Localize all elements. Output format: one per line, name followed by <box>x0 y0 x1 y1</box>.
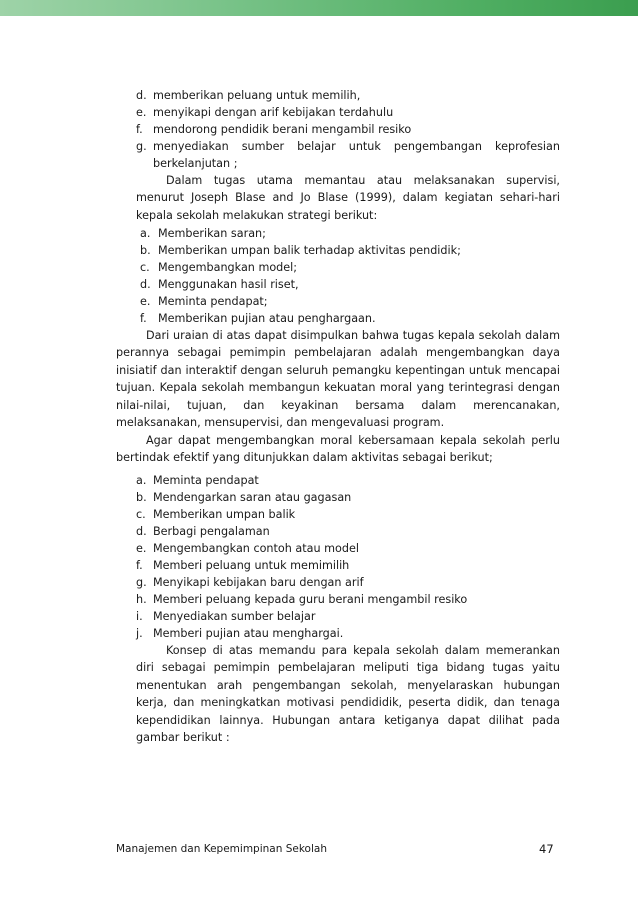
list-marker: h. <box>136 593 147 606</box>
list-text: Meminta pendapat <box>153 474 259 487</box>
list-text: Memberi peluang untuk memimilih <box>153 559 350 572</box>
list-marker: d. <box>136 89 147 102</box>
list-text: Mendengarkan saran atau gagasan <box>153 491 352 504</box>
list-text: menyikapi dengan arif kebijakan terdahulu <box>153 106 394 119</box>
list-marker: c. <box>140 261 150 274</box>
list-text: Menyediakan sumber belajar <box>153 610 316 623</box>
paragraph-moral: Agar dapat mengembangkan moral kebersamaan kepala sekolah perlu bertindak efektif yang ditunjukkan dalam aktivitas sebagai berikut; <box>116 434 560 465</box>
list-marker: g. <box>136 140 147 153</box>
list-marker: j. <box>136 627 143 640</box>
list-marker: f. <box>140 312 147 325</box>
list-marker: i. <box>136 610 143 623</box>
paragraph-supervisi: Dalam tugas utama memantau atau melaksanakan supervisi, menurut Joseph Blase and Jo Blase (1999), dalam kegiatan sehari-hari kepala sekolah melakukan strategi berikut: <box>136 174 560 222</box>
list-marker: a. <box>140 227 151 240</box>
list-text: Meminta pendapat; <box>158 295 268 308</box>
list-text: menyediakan sumber belajar untuk pengembangan keprofesian berkelanjutan ; <box>153 140 560 171</box>
list-text: Memberi pujian atau menghargai. <box>153 627 344 640</box>
paragraph-konsep: Konsep di atas memandu para kepala sekolah dalam memerankan diri sebagai pemimpin pembelajaran meliputi tiga bidang tugas yaitu menentukan arah pengembangan sekolah, menyelaraskan hubungan kerja, dan meningkatkan motivasi pendididik, peserta didik, dan tenaga kependidikan lainnya. Hubungan antara ketiganya dapat dilihat pada gambar berikut : <box>136 644 560 745</box>
list-text: Memberikan saran; <box>158 227 266 240</box>
page-number: 47 <box>539 842 554 856</box>
list-text: Memberikan umpan balik <box>153 508 296 521</box>
list-marker: g. <box>136 576 147 589</box>
list-text: Mengembangkan model; <box>158 261 298 274</box>
list-text: memberikan peluang untuk memilih, <box>153 89 361 102</box>
list-marker: f. <box>136 559 143 572</box>
list-text: Berbagi pengalaman <box>153 525 270 538</box>
list-marker: f. <box>136 123 143 136</box>
footer-title: Manajemen dan Kepemimpinan Sekolah <box>116 843 327 855</box>
list-marker: c. <box>136 508 146 521</box>
list-marker: e. <box>140 295 151 308</box>
list-text: Memberikan umpan balik terhadap aktivitas pendidik; <box>158 244 461 257</box>
list-text: Memberikan pujian atau penghargaan. <box>158 312 376 325</box>
list-item <box>136 138 560 173</box>
list-text: mendorong pendidik berani mengambil resiko <box>153 123 412 136</box>
list-marker: d. <box>140 278 151 291</box>
list-marker: a. <box>136 474 147 487</box>
list-text: Menggunakan hasil riset, <box>158 278 299 291</box>
list-marker: e. <box>136 542 147 555</box>
list-marker: e. <box>136 106 147 119</box>
list-marker: d. <box>136 525 147 538</box>
list-marker: b. <box>140 244 151 257</box>
list-text: Memberi peluang kepada guru berani mengambil resiko <box>153 593 468 606</box>
list-text: Menyikapi kebijakan baru dengan arif <box>153 576 364 589</box>
list-marker: b. <box>136 491 147 504</box>
list-text: Mengembangkan contoh atau model <box>153 542 359 555</box>
paragraph-kesimpulan: Dari uraian di atas dapat disimpulkan bahwa tugas kepala sekolah dalam perannya sebagai pemimpin pembelajaran adalah mengembangkan daya inisiatif dan interaktif dengan seluruh pemangku kepentingan untuk mencapai tujuan. Kepala sekolah membangun kekuatan moral yang terintegrasi dengan nilai-nilai, tujuan, dan keyakinan bersama dalam merencanakan, melaksanakan, mensupervisi, dan mengevaluasi program. <box>116 329 560 430</box>
